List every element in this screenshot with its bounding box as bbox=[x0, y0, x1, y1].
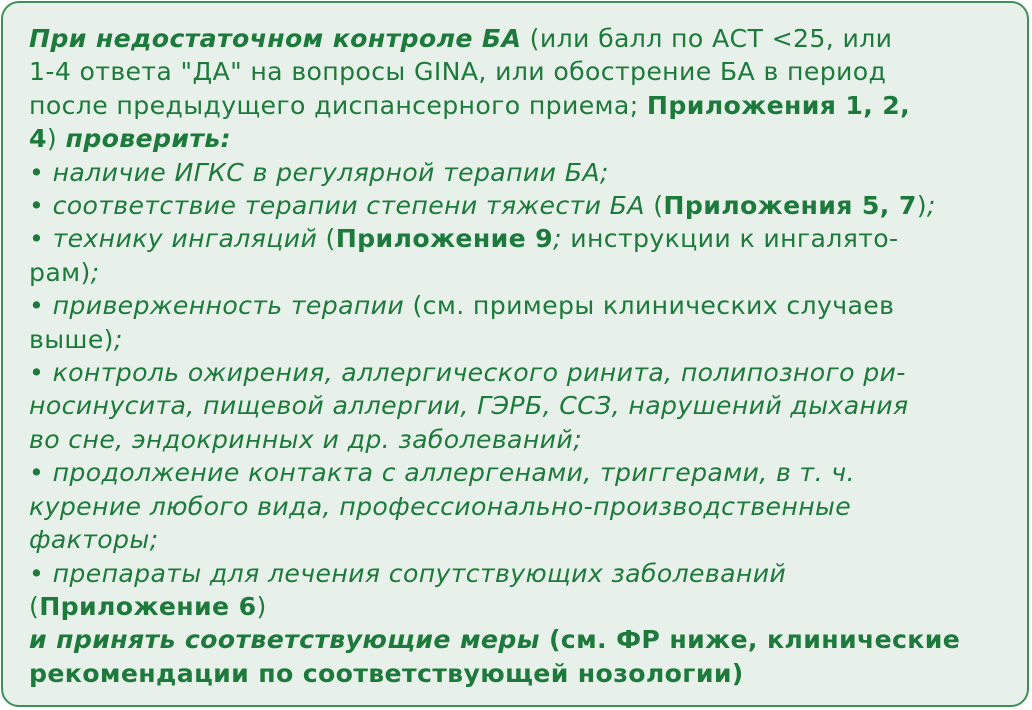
text-line bbox=[29, 55, 1014, 88]
text-run: (или балл по АСТ <25, или bbox=[521, 24, 893, 53]
bullet-item bbox=[29, 189, 1014, 222]
text-line bbox=[29, 623, 1014, 656]
text-line bbox=[29, 389, 1014, 422]
text-line bbox=[29, 89, 1014, 122]
text-run: носинусита, пищевой аллергии, ГЭРБ, ССЗ, нарушений дыхания bbox=[29, 391, 909, 421]
text-run: 1-4 ответа "ДА" на вопросы GINA, или обострение БА в период bbox=[29, 57, 887, 87]
text-run: (см. ФР ниже, клинические bbox=[539, 625, 961, 655]
text-run: ) bbox=[46, 124, 66, 154]
text-run: ; bbox=[553, 224, 571, 254]
text-run: рекомендации по соответствующей нозологии) bbox=[29, 658, 744, 688]
text-run: • контроль ожирения, аллергического ринита, полипозного ри- bbox=[29, 358, 906, 388]
text-run: • продолжение контакта с аллергенами, триггерами, в т. ч. bbox=[29, 458, 855, 488]
action-heading: и принять соответствующие меры bbox=[29, 625, 540, 655]
text-run: во сне, эндокринных и др. заболеваний; bbox=[29, 424, 582, 454]
appendix-reference: Приложения 1, 2, bbox=[646, 90, 911, 120]
text-line bbox=[29, 256, 1014, 289]
text-run: • технику ингаляций bbox=[29, 224, 318, 254]
bullet-item bbox=[29, 557, 1014, 590]
note-box bbox=[1, 1, 1029, 707]
text-run: ) bbox=[916, 191, 927, 221]
bullet-item bbox=[29, 156, 1014, 189]
text-line bbox=[29, 523, 1014, 556]
text-line bbox=[29, 490, 1014, 523]
text-run: (см. примеры клинических случаев bbox=[404, 291, 895, 321]
appendix-reference: Приложение 6 bbox=[39, 591, 257, 621]
text-run: ) bbox=[256, 591, 267, 621]
text-run: инструкции к ингалято- bbox=[570, 224, 899, 254]
text-run: • приверженность терапии bbox=[29, 291, 405, 321]
bullet-item bbox=[29, 456, 1014, 489]
text-run: ; bbox=[113, 324, 123, 354]
text-run: • препараты для лечения сопутствующих заболеваний bbox=[29, 558, 787, 588]
appendix-reference: 4 bbox=[29, 124, 47, 154]
bullet-item bbox=[29, 222, 1014, 255]
text-run: ( bbox=[644, 191, 664, 221]
text-run: ( bbox=[29, 591, 40, 621]
text-run: ; bbox=[90, 257, 100, 287]
text-line bbox=[29, 590, 1014, 623]
text-run: ; bbox=[926, 191, 936, 221]
appendix-reference: Приложение 9 bbox=[335, 224, 554, 254]
text-run: рам) bbox=[29, 257, 91, 287]
text-run: курение любого вида, профессионально-производственные bbox=[29, 491, 852, 521]
text-line bbox=[29, 122, 1014, 155]
text-run: факторы; bbox=[29, 525, 159, 555]
text-line bbox=[29, 22, 1014, 55]
heading-phrase: При недостаточном контроле БА bbox=[29, 24, 522, 53]
text-run: выше) bbox=[29, 324, 114, 354]
bullet-item bbox=[29, 356, 1014, 389]
bullet-item bbox=[29, 289, 1014, 322]
text-line bbox=[29, 323, 1014, 356]
appendix-reference: Приложения 5, 7 bbox=[663, 191, 917, 221]
text-line bbox=[29, 423, 1014, 456]
text-run: • соответствие терапии степени тяжести БА bbox=[29, 191, 645, 221]
text-run: после предыдущего диспансерного приема; bbox=[29, 90, 647, 120]
check-heading: проверить: bbox=[65, 124, 231, 154]
text-run: ( bbox=[317, 224, 336, 254]
text-run: • наличие ИГКС в регулярной терапии БА; bbox=[29, 157, 609, 187]
text-line bbox=[29, 657, 1014, 690]
note-text bbox=[29, 22, 1014, 690]
